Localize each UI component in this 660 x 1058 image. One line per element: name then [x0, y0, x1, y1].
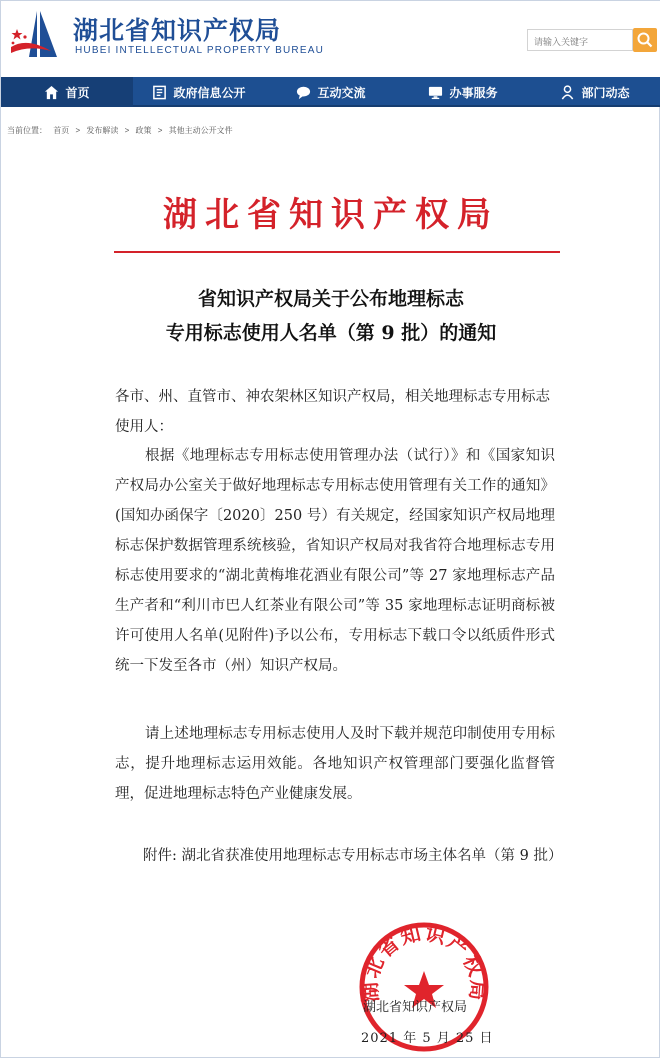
nav-item-dept-news[interactable] — [529, 77, 660, 107]
document-org-header: 湖北省知识产权局 — [163, 195, 499, 235]
document-attachment — [143, 841, 563, 871]
search-icon — [633, 28, 657, 52]
site-title[interactable]: 湖北省知识产权局 — [73, 16, 282, 45]
nav-item-label: 首页 — [65, 85, 90, 100]
svg-text:湖北省知识产权局: 湖北省知识产权局 — [357, 920, 491, 1004]
signature-org: 湖北省知识产权局 — [363, 1000, 468, 1015]
nav-item-label: 政府信息公开 — [173, 85, 246, 100]
attachment-label: 附件: — [143, 848, 177, 864]
nav-item-services[interactable] — [397, 77, 529, 107]
nav-item-home[interactable] — [1, 77, 133, 107]
person-icon — [560, 85, 575, 100]
breadcrumb — [7, 125, 237, 136]
signature-date: 2021 年 5 月 25 日 — [361, 1031, 494, 1046]
site-header — [1, 1, 660, 77]
search-button[interactable] — [633, 28, 657, 52]
breadcrumb-separator: > — [157, 126, 163, 135]
monitor-icon — [428, 85, 443, 100]
attachment-link[interactable]: 湖北省获准使用地理标志专用标志市场主体名单（第 9 批） — [181, 848, 563, 864]
breadcrumb-separator: > — [124, 126, 130, 135]
nav-item-interaction[interactable] — [265, 77, 397, 107]
nav-item-label: 部门动态 — [581, 85, 630, 100]
chat-icon — [296, 85, 311, 100]
breadcrumb-item-release[interactable]: 发布解读 — [86, 126, 119, 135]
document-salutation: 各市、州、直管市、神农架林区知识产权局，相关地理标志专用标志使用人： — [115, 389, 550, 435]
breadcrumb-separator: > — [75, 126, 81, 135]
breadcrumb-item-policy[interactable]: 政策 — [135, 126, 152, 135]
document-title-line1: 省知识产权局关于公布地理标志 — [197, 288, 464, 310]
document-icon — [152, 85, 167, 100]
breadcrumb-item-home[interactable]: 首页 — [53, 126, 70, 135]
document-title-line2: 专用标志使用人名单（第 9 批）的通知 — [165, 322, 497, 344]
nav-item-label: 互动交流 — [317, 85, 366, 100]
breadcrumb-prefix: 当前位置： — [7, 126, 47, 135]
site-subtitle: HUBEI INTELLECTUAL PROPERTY BUREAU — [75, 45, 325, 56]
site-logo-icon[interactable] — [7, 7, 69, 63]
search-input[interactable]: 请输入关键字 — [527, 29, 633, 51]
breadcrumb-item-other[interactable]: 其他主动公开文件 — [168, 126, 233, 135]
nav-item-gov-info[interactable] — [133, 77, 265, 107]
header-divider — [114, 251, 560, 253]
document-paragraph-2: 请上述地理标志专用标志使用人及时下载并规范印制使用专用标志，提升地理标志运用效能。各地知识产权管理部门要强化监督管理，促进地理标志特色产业健康发展。 — [115, 726, 555, 802]
main-nav — [1, 77, 660, 107]
nav-item-label: 办事服务 — [449, 85, 498, 100]
home-icon — [44, 85, 59, 100]
document-paragraph-1: 根据《地理标志专用标志使用管理办法（试行）》和《国家知识产权局办公室关于做好地理标志专用标志使用管理有关工作的通知》(国知办函保字〔2020〕250 号）有关规定，经国家知识产权局地理标志保护数据管理系统核验，省知识产权局对我省符合地理标志专用标志使用要求的“湖北黄梅堆花酒业有限公司”等 27 家地理标志产品生产者和“利川市巴人红茶业有限公司”等 35 家地理标志证明商标被许可使用人名单(见附件)予以公布，专用标志下载口令以纸质件形式统一下发至各市（州）知识产权局。 — [115, 448, 555, 674]
